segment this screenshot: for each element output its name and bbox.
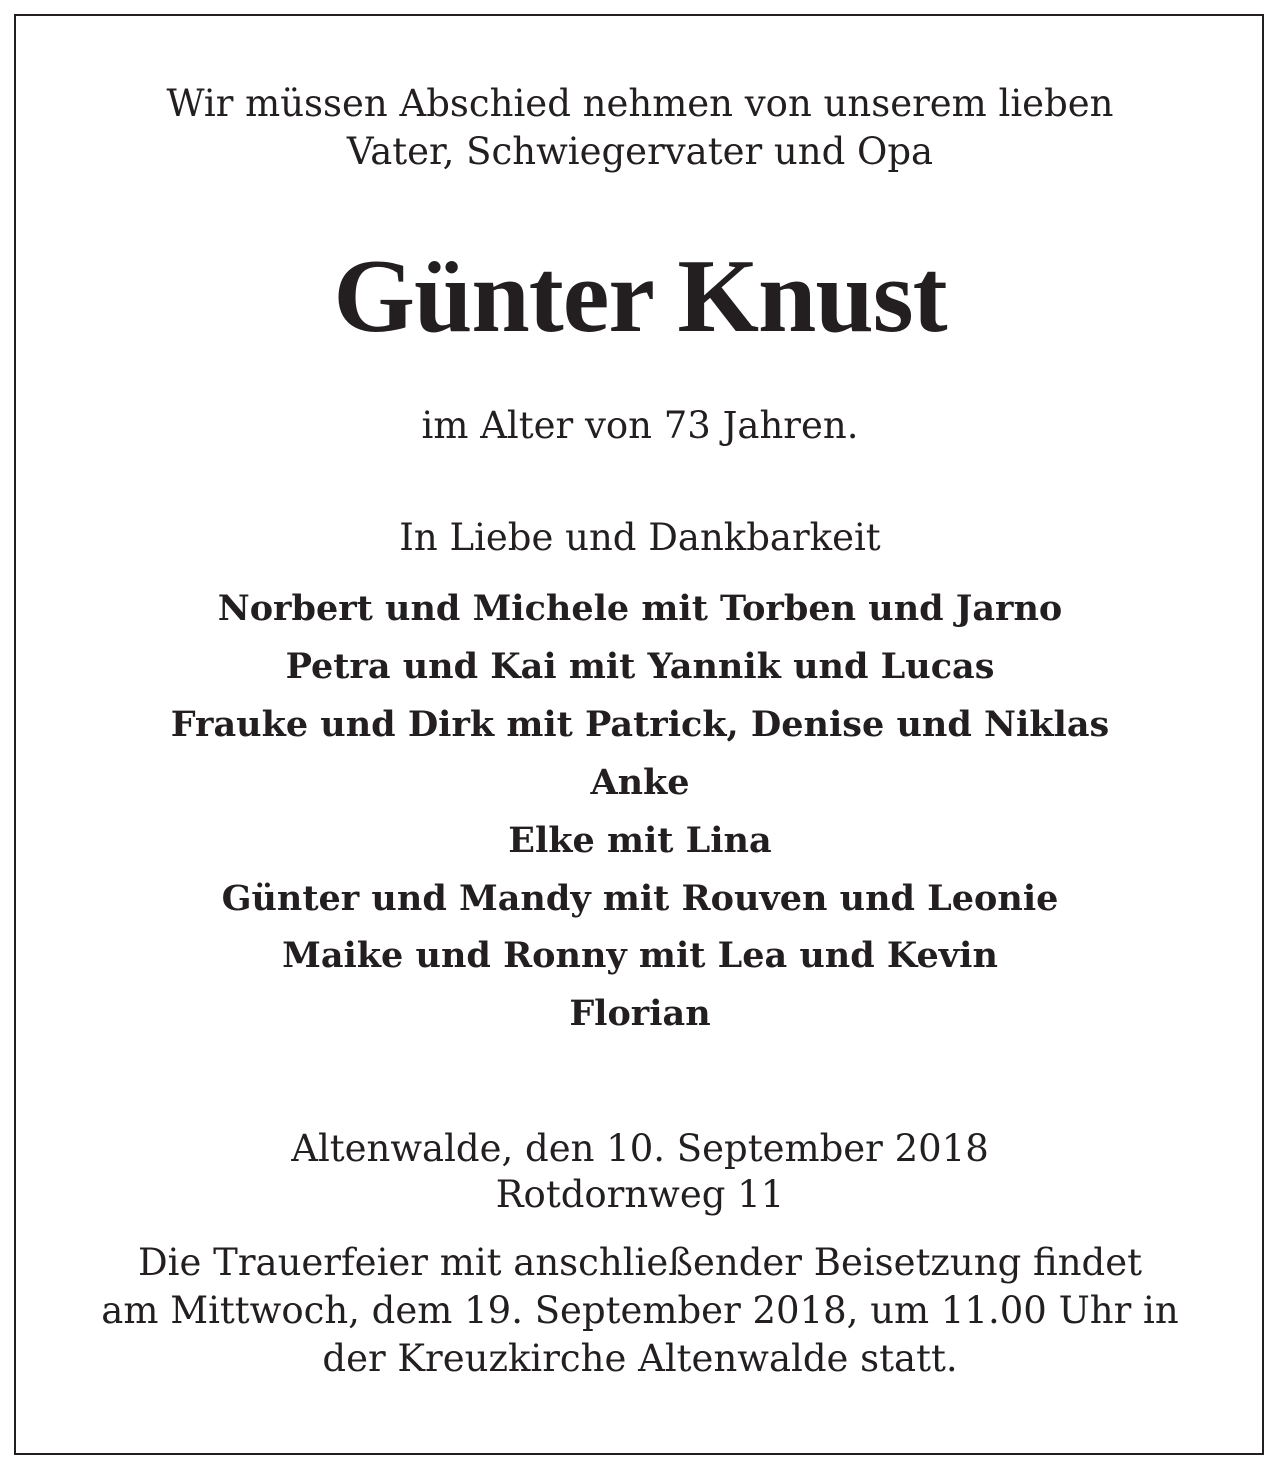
family-member: Anke	[590, 761, 690, 803]
intro-line: Wir müssen Abschied nehmen von unserem lieben	[166, 82, 1114, 125]
family-member: Frauke und Dirk mit Patrick, Denise und Niklas	[170, 703, 1110, 745]
family-member: Elke mit Lina	[508, 819, 772, 861]
funeral-line: am Mittwoch, dem 19. September 2018, um 11.00 Uhr in	[101, 1289, 1179, 1332]
funeral-line: der Kreuzkirche Altenwalde statt.	[322, 1337, 958, 1380]
address: Rotdornweg 11	[495, 1173, 785, 1216]
intro-line: Vater, Schwiegervater und Opa	[346, 130, 934, 173]
place-block	[0, 1126, 1280, 1218]
love-line: In Liebe und Dankbarkeit	[399, 516, 881, 559]
family-member: Petra und Kai mit Yannik und Lucas	[285, 645, 995, 687]
place-date: Altenwalde, den 10. September 2018	[291, 1127, 989, 1170]
family-member: Florian	[569, 993, 711, 1035]
age-line: im Alter von 73 Jahren.	[421, 404, 859, 447]
family-member: Norbert und Michele mit Torben und Jarno	[217, 588, 1063, 629]
family-member: Maike und Ronny mit Lea und Kevin	[282, 935, 998, 977]
intro-text	[0, 80, 1280, 176]
funeral-info	[0, 1239, 1280, 1383]
family-list	[0, 580, 1280, 1043]
deceased-name: Günter Knust	[333, 237, 947, 354]
funeral-line: Die Trauerfeier mit anschließender Beisetzung findet	[137, 1241, 1142, 1284]
family-member: Günter und Mandy mit Rouven und Leonie	[221, 877, 1059, 919]
